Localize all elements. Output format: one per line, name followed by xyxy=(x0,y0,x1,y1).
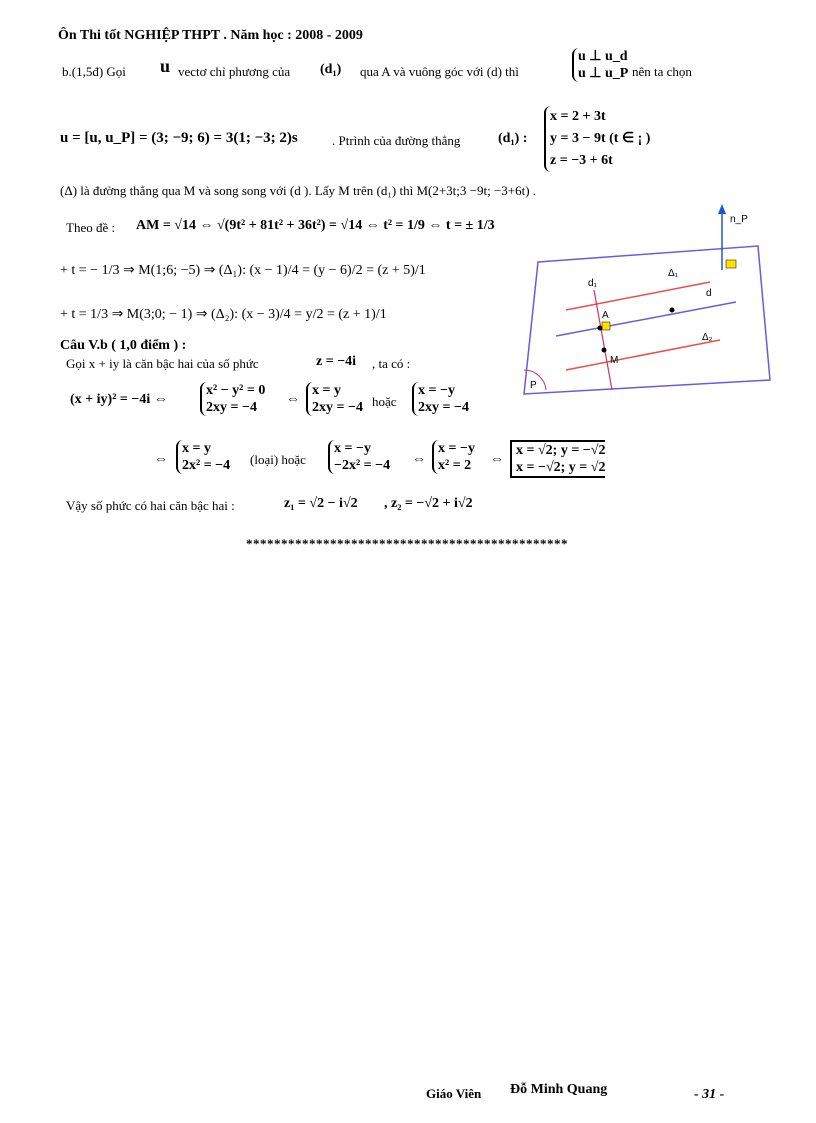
case-1: + t = − 1/3 ⇒ M(1;6; −5) ⇒ (Δ₁): (x − 1)/4 = (y − 6)/2 = (z + 5)/1 xyxy=(60,263,426,278)
z-equation: z = −4i xyxy=(316,354,357,369)
system-3 xyxy=(412,382,469,416)
s5a: x = −y xyxy=(334,441,371,456)
z1-value: z₁ = √2 − i√2 xyxy=(284,496,358,511)
s2b: 2xy = −4 xyxy=(312,400,363,415)
label-np: n_P xyxy=(730,214,748,225)
cond-2: u ⊥ u_P xyxy=(578,66,629,81)
hoac-1: hoặc xyxy=(372,394,397,409)
s1b: 2xy = −4 xyxy=(206,400,257,415)
part-v-intro-end: , ta có : xyxy=(372,356,411,371)
system-1 xyxy=(200,382,265,416)
s1a: x² − y² = 0 xyxy=(206,383,266,398)
s6b: x² = 2 xyxy=(438,458,472,473)
part-b-text3: nên ta chọn xyxy=(632,64,692,79)
s2a: x = y xyxy=(312,383,341,398)
equiv-3: ⇔ xyxy=(412,452,426,467)
part-v-title: Câu V.b ( 1,0 điểm ) : xyxy=(60,338,187,353)
label-a: A xyxy=(602,310,609,321)
teacher-label: Giáo Viên xyxy=(426,1086,482,1101)
equiv-4: ⇔ xyxy=(490,452,504,467)
separator: ********************************************** xyxy=(246,536,568,551)
line-d1 xyxy=(594,290,612,390)
s3b: 2xy = −4 xyxy=(418,400,469,415)
case-2: + t = 1/3 ⇒ M(3;0; − 1) ⇒ (Δ₂): (x − 3)/4 = y/2 = (z + 1)/1 xyxy=(60,307,387,322)
u-equation: u = [u, u_P] = (3; −9; 6) = 3(1; −3; 2)s xyxy=(60,130,298,146)
s6a: x = −y xyxy=(438,441,475,456)
label-delta2: Δ₂ xyxy=(702,332,713,343)
delta-line-text: (Δ) là đường thẳng qua M và song song với (d ). Lấy M trên (d₁) thì M(2+3t;3 −9t; −3+6t) . xyxy=(60,183,537,198)
sys-x: x = 2 + 3t xyxy=(550,109,606,124)
loai-hoac: (loại) hoặc xyxy=(250,452,306,467)
geometry-figure xyxy=(510,200,780,400)
sys-z: z = −3 + 6t xyxy=(550,153,613,168)
d1-parametric-system xyxy=(544,106,650,172)
normal-arrow-head xyxy=(718,204,726,214)
s4b: 2x² = −4 xyxy=(182,458,231,473)
cond-1: u ⊥ u_d xyxy=(578,49,628,64)
point-m xyxy=(602,348,607,353)
right-angle-marker-top xyxy=(726,260,736,268)
equiv-1: ⇔ xyxy=(286,392,300,407)
eq1-lhs: (x + iy)² = −4i ⇔ xyxy=(70,392,168,407)
point-a xyxy=(598,326,603,331)
page-number: - 31 - xyxy=(694,1087,725,1102)
s3a: x = −y xyxy=(418,383,455,398)
page-header: Ôn Thi tốt NGHIỆP THPT . Năm học : 2008 - 2009 xyxy=(58,28,363,43)
u-vector-symbol: u xyxy=(160,56,171,76)
s7a: x = √2; y = −√2 xyxy=(516,443,606,458)
theo-de-label: Theo đề : xyxy=(66,220,116,235)
system-5 xyxy=(328,440,390,474)
point-b xyxy=(670,308,675,313)
conclusion-text: Vậy số phức có hai căn bậc hai : xyxy=(66,498,235,513)
d1-label: (d₁) xyxy=(320,62,342,77)
sys-y: y = 3 − 9t (t ∈ ¡ ) xyxy=(550,131,651,146)
label-p: P xyxy=(530,380,537,391)
z2-value: , z₂ = −√2 + i√2 xyxy=(384,496,473,511)
system-4 xyxy=(176,440,230,474)
s7b: x = −√2; y = √2 xyxy=(516,460,606,475)
theo-de-equation: AM = √14 ⇔ √(9t² + 81t² + 36t²) = √14 ⇔ t² = 1/9 ⇔ t = ± 1/3 xyxy=(136,218,495,233)
label-m: M xyxy=(610,355,619,366)
eq2-pre: ⇔ xyxy=(154,452,168,467)
system-7 xyxy=(510,440,605,478)
line-delta2 xyxy=(566,340,720,370)
label-d: d xyxy=(706,288,712,299)
part-v-intro: Gọi x + iy là căn bậc hai của số phức xyxy=(66,356,259,371)
system-6 xyxy=(432,440,475,474)
perp-conditions xyxy=(572,48,628,82)
part-b-intro: b.(1,5đ) Gọi xyxy=(62,64,126,79)
s4a: x = y xyxy=(182,441,211,456)
part-b-text2: qua A và vuông góc với (d) thì xyxy=(360,64,519,79)
system-2 xyxy=(306,382,363,416)
teacher-name: Đỗ Minh Quang xyxy=(510,1082,608,1097)
s5b: −2x² = −4 xyxy=(334,458,391,473)
part-b-text1: vectơ chỉ phương của xyxy=(178,64,291,79)
label-delta1: Δ₁ xyxy=(668,268,679,279)
right-angle-marker-a xyxy=(602,322,610,330)
d1-label-2: (d₁) : xyxy=(498,131,528,146)
ptrinh-text: . Ptrình của đường thẳng xyxy=(332,133,461,148)
label-d1: d₁ xyxy=(588,278,597,289)
